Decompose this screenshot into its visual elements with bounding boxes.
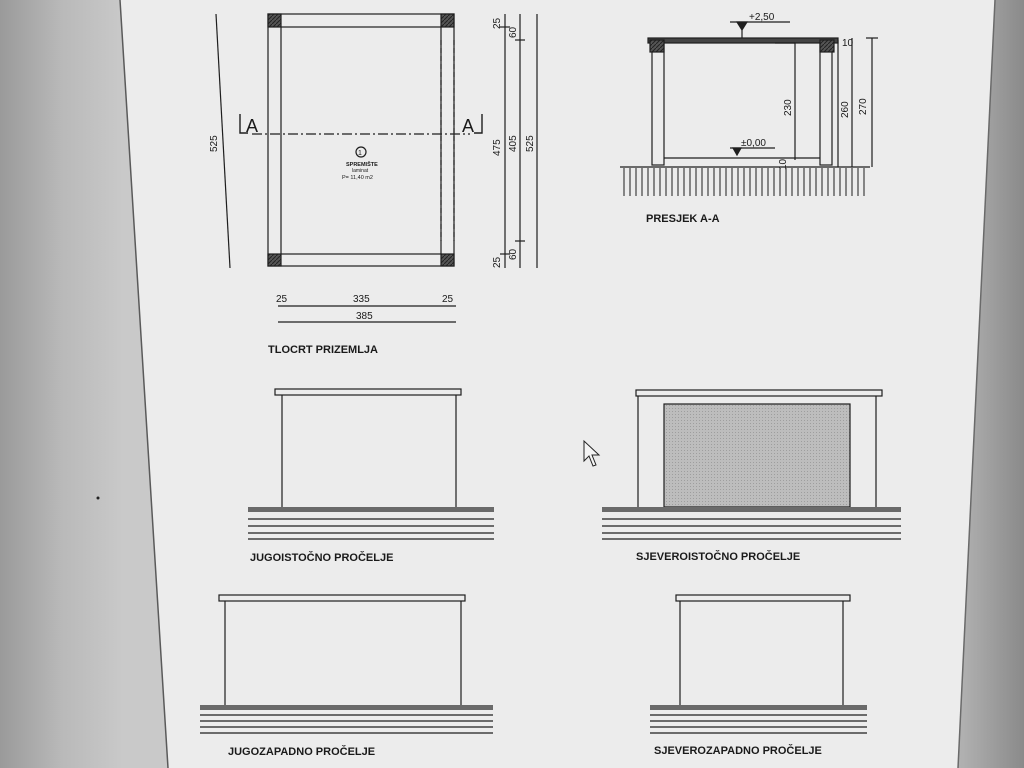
elevation-northwest-label: SJEVEROZAPADNO PROČELJE: [654, 745, 822, 757]
section-mark-left-label: A: [246, 116, 259, 136]
plan-dim-right-4: 405: [508, 135, 519, 152]
corner-column-bl: [268, 254, 281, 266]
plan-dim-right-6: 25: [492, 256, 503, 268]
section-dim-inner-height: 230: [783, 99, 794, 116]
room-number: 1: [358, 150, 362, 157]
plan-dim-right-2: 60: [508, 26, 519, 38]
section-dim-mid-height: 260: [840, 101, 851, 118]
plan-dim-bottom-total: 385: [356, 311, 373, 322]
section-dim-total-height: 270: [858, 98, 869, 115]
plan-dim-bottom-3: 25: [442, 294, 454, 305]
corner-column-br: [441, 254, 454, 266]
elevation-southwest-label: JUGOZAPADNO PROČELJE: [228, 746, 376, 758]
section-dim-top-slab: 10: [842, 38, 854, 49]
room-name: SPREMIŠTE: [346, 162, 378, 168]
section-mark-right-label: A: [462, 116, 475, 136]
plan-dim-right-1: 25: [492, 17, 503, 29]
elevation-southeast-label: JUGOISTOČNO PROČELJE: [250, 552, 394, 564]
plan-dim-right-total: 525: [525, 135, 536, 152]
plan-dim-right-3: 475: [492, 139, 503, 156]
room-area: P= 11,40 m2: [342, 175, 373, 181]
plan-dim-bottom-1: 25: [276, 294, 288, 305]
section-title: PRESJEK A-A: [646, 213, 720, 225]
plan-dim-bottom-2: 335: [353, 294, 370, 305]
elevation-northeast-label: SJEVEROISTOČNO PROČELJE: [636, 551, 801, 563]
corner-column-tr: [441, 14, 454, 27]
room-floor: laminat: [352, 168, 369, 174]
section-dim-bottom-slab: 10: [778, 158, 789, 170]
garage-door: [664, 404, 850, 507]
ground-hatching: [624, 168, 864, 196]
corner-column-tl: [268, 14, 281, 27]
level-top: +2,50: [749, 12, 775, 23]
section-roof-slab: [648, 38, 838, 43]
plan-dim-left-total: 525: [209, 135, 220, 152]
plan-dim-right-5: 60: [508, 248, 519, 260]
stray-dot: [97, 497, 100, 500]
plan-title: TLOCRT PRIZEMLJA: [268, 344, 378, 356]
level-floor: ±0,00: [741, 138, 766, 149]
